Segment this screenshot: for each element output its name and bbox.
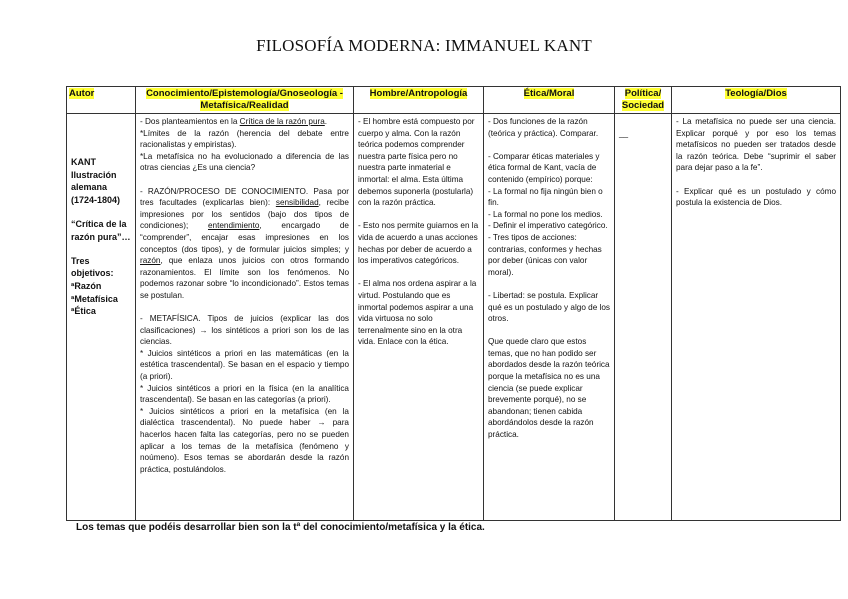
text-paragraph: - Dos planteamientos en la Crítica de la razón pura. [140,117,328,126]
politica-placeholder: __ [619,129,629,138]
header-etica: Ética/Moral [484,87,615,114]
objective-item: ªRazón [71,280,102,291]
header-autor: Autor [67,87,136,114]
text-paragraph: - Explicar qué es un postulado y cómo postula la existencia de Dios. [676,186,836,208]
text-paragraph: - Definir el imperativo categórico. [488,221,608,231]
text-paragraph: - Comparar éticas materiales y ética formal de Kant, vacía de contenido (empírico) porque: [488,151,600,184]
text-paragraph: - La formal no fija ningún bien o fin. [488,186,603,208]
author-movement: Ilustración alemana [71,169,117,193]
text-paragraph: * Juicios sintéticos a priori en la metafísica (en la dialéctica trascendental). No puede haber → para hacerlos hacen falta las categorías, pero no se pueden aplicar a los temas de la metafísica (fenómeno y noúmeno). Esos temas se abordarán desde la razón práctica, postulándolos. [140,406,349,474]
footer-note: Los temas que podéis desarrollar bien son la tª del conocimiento/metafísica y la ética. [76,522,485,533]
text-paragraph: - Dos funciones de la razón (teórica y práctica). Comparar. [488,117,599,138]
objective-item: ªMetafísica [71,293,118,304]
header-teologia: Teología/Dios [672,87,841,114]
cell-politica [615,114,672,521]
header-row [67,87,841,114]
text-paragraph: - El hombre está compuesto por cuerpo y alma. Con la razón teórica podemos comprender nuestra parte física pero no nuestra parte inmaterial e inmortal: el alma. Esta última debemos suponerla (postularla) con la razón práctica. [358,117,475,208]
text-paragraph: * Juicios sintéticos a priori en las matemáticas (en la estética trascendental). Se basan en el espacio y tiempo (a priori). [140,348,349,382]
author-dates: (1724-1804) [71,194,121,205]
text-paragraph: - La metafísica no puede ser una ciencia. Explicar porqué y por eso los temas metafísicos no pueden ser tratados desde la razón teórica. Debe “suprimir el saber para dejar paso a la fe”. [676,117,836,173]
objective-item: ªÉtica [71,306,96,317]
text-paragraph: - METAFÍSICA. Tipos de juicios (explicar las dos clasificaciones) → los sintéticos a priori son los de las ciencias. [140,314,349,347]
cell-hombre [354,114,484,521]
objectives-title: Tres objetivos: [71,255,114,279]
text-paragraph: Que quede claro que estos temas, que no han podido ser abordados desde la razón teórica porque la metafísica no es una ciencia (se puede explicar brevemente porqué), no se abandonan; tienen cabida abordándolos desde la razón práctica. [488,337,610,440]
header-hombre: Hombre/Antropología [354,87,484,114]
page-title: FILOSOFÍA MODERNA: IMMANUEL KANT [256,36,592,55]
text-paragraph: - Esto nos permite guiarnos en la vida de acuerdo a unas acciones hechas por deber de acuerdo a los imperativos categóricos. [358,221,479,266]
cell-conocimiento [136,114,354,521]
text-paragraph: *La metafísica no ha evolucionado a diferencia de las otras ciencias ¿Es una ciencia? [140,151,349,173]
cell-autor [67,114,136,521]
header-conocimiento: Conocimiento/Epistemología/Gnoseología - Metafísica/Realidad [136,87,354,114]
cell-teologia [672,114,841,521]
text-paragraph: - La formal no pone los medios. [488,209,603,219]
author-work: “Crítica de la razón pura”… [71,218,131,242]
text-paragraph: - RAZÓN/PROCESO DE CONOCIMIENTO. Pasa por tres facultades (explicarlas bien): sensibilidad, recibe impresiones por los sentidos (bajo dos tipos de condiciones); entendimiento, encargado de “comprender”, encajar esas impresiones en los conceptos (dos tipos), y de formular juicios simples; y razón, que enlaza unos juicios con otros formando razonamientos. El límite son los fenómenos. No podemos razonar sobre “lo incondicionado”. Estos temas se postulan. [140,186,349,300]
summary-table [66,86,841,521]
text-paragraph: - Libertad: se postula. Explicar qué es un postulado y algo de los otros. [488,290,610,324]
text-paragraph: * Juicios sintéticos a priori en la física (en la analítica trascendental). Se basan en las categorías (a priori). [140,383,349,405]
text-paragraph: - Tres tipos de acciones: contrarias, conformes y hechas por deber (únicas con valor moral). [488,232,602,277]
text-paragraph: - El alma nos ordena aspirar a la virtud. Postulando que es inmortal podemos aspirar a una vida virtuosa no solo terrenalmente sino en la otra vida. Enlace con la ética. [358,279,477,347]
author-name: KANT [71,157,96,167]
cell-etica [484,114,615,521]
content-row [67,114,841,521]
text-paragraph: *Límites de la razón (herencia del debate entre racionalistas y empiristas). [140,128,349,150]
header-politica: Política/ Sociedad [615,87,672,114]
